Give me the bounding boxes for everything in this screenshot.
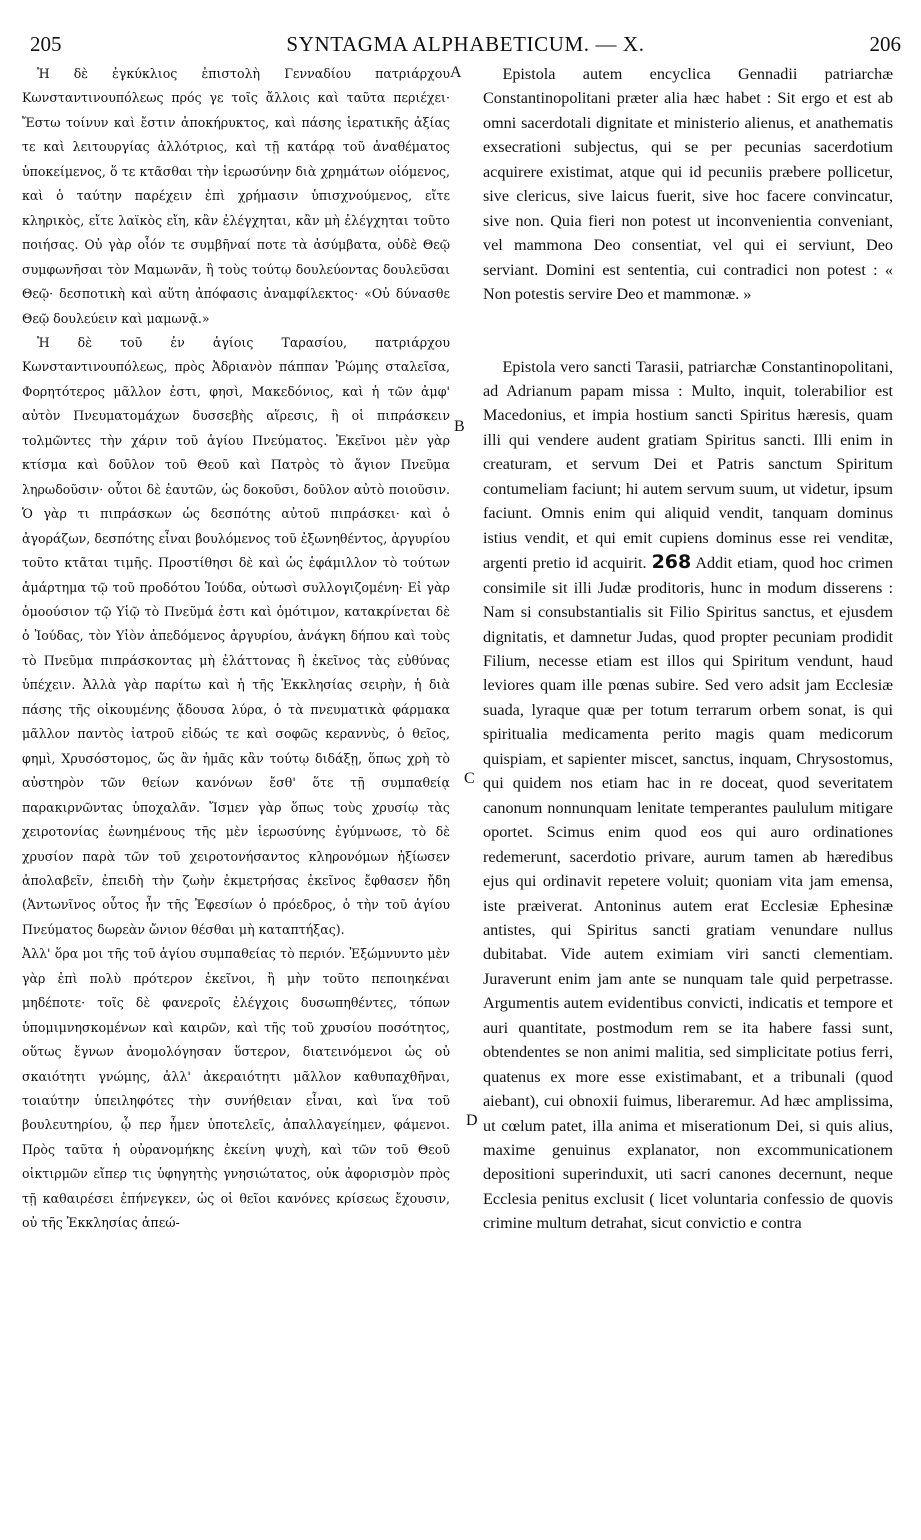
latin-paragraph-tarasius [483, 355, 893, 1236]
margin-letter-b: B [454, 418, 465, 435]
page-header [30, 32, 901, 56]
page-number-left: 205 [30, 32, 62, 56]
margin-letter-d: D [466, 1112, 478, 1129]
running-head: SYNTAGMA ALPHABETICUM. — X. [286, 32, 645, 56]
latin-text-after-column-number: Addit etiam, quod hoc crimen consimile sit illi Judæ proditoris, hunc in modum disserens : Nam si consubstantialis sit Filio Spiritus sanctus, et ejusdem dignitatis, et damnetur Judas, quod propter pecuniam prodidit Filium, necesse etiam est illos qui Spiritum vendunt, haud leviores quam ille pœnas subire. Sed vero adsit jam Ecclesiæ suada, lyraque quæ per totum terrarum orbem sonat, is qui spiritualia medicamenta perito magis quam medicorum quispiam, et sapienter miscet, sanctus, inquam, Chrysostomus, qui quidem nos etiam hac in re doceat, quod severitatem canonum nonnunquam lenitate temperantes paululum mitigare oportet. Scimus enim quod eos qui auro ordinationes redemerunt, sacerdotio privare, aurum tamen ab hæredibus ejus qui ordinavit repetere voluit; quoniam vita jam emensa, iste præiverat. Antoninus autem erat Ecclesiæ Ephesinæ antistes, qui Spiritus sancti gratiam venundare nullus dubitabat. Vide autem eximiam viri sancti clementiam. Juraverunt enim jam ante se nunquam tale quid perpetrasse. Argumentis autem evidentibus convicti, indicatis et tempore et auri quantitate, postmodum rem se ita habere fassi sunt, obtendentes se non animi malitia, sed simplicitate potius ferri, quatenus ex more esse existimabant, et a tribunali (quod aiebant), cui obnoxii fuimus, liberaremur. Ad hæc amplissima, ut cœlum patet, illa anima et miserationum Dei, si quis alius, maxime genuinus explanator, non excommunicationem depositioni superinduxit, uti sacri canones decernunt, neque Ecclesia penitus exclusit ( licet voluntaria confessio de quovis crimine multum detrahat, sicut convictio e contra [483, 554, 893, 1233]
column-number: 268 [651, 551, 692, 574]
greek-paragraph-tarasius: Ἡ δὲ τοῦ ἐν ἁγίοις Ταρασίου, πατριάρχου Κωνσταντινουπόλεως, πρὸς Ἀδριανὸν πάππαν Ῥώμης σταλεῖσα, Φορητότερος μᾶλλον ἐστι, φησὶ, Μακεδόνιος, καὶ ἡ τῶν ἀμφ' αὐτὸν Πνευματομάχων δυσσεβὴς αἵρεσις, ἢ οἱ πιπράσκειν τολμῶντες τὴν χάριν τοῦ ἁγίου Πνεύματος. Ἐκεῖνοι μὲν γὰρ κτίσμα καὶ δοῦλον τοῦ Θεοῦ καὶ Πατρὸς τὸ ἅγιον Πνεῦμα ληρωδοῦσιν· οὗτοι δὲ ἑαυτῶν, ὡς δοκοῦσι, δοῦλον αὐτὸ ποιοῦσιν. Ὁ γὰρ τι πιπράσκων ὡς δεσπότης αὐτοῦ πιπράσκει· καὶ ὁ ἀγοράζων, δεσπότης εἶναι βουλόμενος τοῦ ἐξωνηθέντος, ἀργυρίου τοῦτο κτᾶται τιμῆς. Προστίθησι δὲ καὶ ὡς ἑφάμιλλον τὸ τούτων ἁμάρτημα τῷ τοῦ προδότου Ἰούδα, οὑτωσὶ συλλογιζομένη· Εἰ γὰρ ὁμοούσιον τῷ Υἱῷ τὸ Πνεῦμά ἐστι καὶ ὁμότιμον, κατακρίνεται δὲ ὁ Ἰούδας, τὸν Υἱὸν ἀπεδόμενος ἀργυρίου, ἀνάγκη δήπου καὶ τοὺς τὸ Πνεῦμα πιπράσκοντας μὴ ἐλάττονας ἢ ἐκεῖνος τὰς εὐθύνας ὑπέχειν. Ἀλλὰ γὰρ παρίτω καὶ ἡ τῆς Ἐκκλησίας σειρὴν, ἡ διὰ πάσης τῆς οἰκουμένης ᾄδουσα λύρα, ὁ τὰ πνευματικὰ φάρμακα μᾶλλον παντὸς ἰατροῦ εἰδώς τε καὶ σοφῶς κεραννὺς, ὁ θεῖος, φημὶ, Χρυσόστομος, ὥς ἂν ἡμᾶς κἂν τούτῳ διδάξῃ, ὅπως χρὴ τὸ αὐστηρὸν τῶν θείων κανόνων ἔσθ' ὅτε τῇ συμπαθείᾳ παρακιρνῶντας ὑποχαλᾶν. Ἴσμεν γὰρ ὅπως τοὺς χρυσίῳ τὰς χειροτονίας ἐωνημένους τῆς μὲν ἱερωσύνης ἐγύμνωσε, τὸ δὲ χρυσίον παρὰ τῶν τοῦ χειροτονήσαντος κληρονόμων ἠξίωσεν ἀπολαβεῖν, ἐπειδὴ τὴν ζωὴν ἐκμετρήσας ἐκεῖνος ἔφθασεν ἤδη (Ἀντωνῖνος οὗτος ἦν τῆς Ἐφεσίων ὁ πρόεδρος, ὁ τὴν τοῦ ἁγίου Πνεύματος δωρεὰν ὤνιον θέσθαι μὴ καταπτήξας). [22, 334, 450, 937]
greek-paragraph-gennadius: Ἡ δὲ ἐγκύκλιος ἐπιστολὴ Γενναδίου πατριάρχου Κωνσταντινουπόλεως πρός γε τοῖς ἄλλοις καὶ ταῦτα περιέχει· Ἔστω τοίνυν καὶ ἔστιν ἀποκήρυκτος, καὶ πάσης ἱερατικῆς ἀξίας τε καὶ λειτουργίας ἀλλότριος, καὶ τῇ κατάρᾳ τοῦ ἀναθέματος ὑποκείμενος, ὅ τε κτᾶσθαι τὴν ἱερωσύνην διὰ χρημάτων οἰόμενος, καὶ ὁ ταύτην παρέχειν ἐπὶ χρήμασιν ὑπισχνούμενος, εἴτε κληρικὸς, εἴτε λαϊκὸς εἴη, κἂν ἐλέγχηται, κἂν μὴ ἐλέγχηται τοῦτο ποιήσας. Οὐ γὰρ οἷόν τε συμβῆναί ποτε τὰ ἀσύμβατα, οὐδὲ Θεῷ συμφωνῆσαι τὸν Μαμωνᾶν, ἢ τοὺς τούτῳ δουλεύοντας δουλεῦσαι Θεῷ· δεσποτικὴ καὶ αὕτη ἀπόφασις ἀναμφίλεκτος· «Οὐ δύνασθε Θεῷ δουλεύειν καὶ μαμωνᾷ.» [22, 66, 450, 326]
greek-column [22, 62, 450, 1462]
margin-letter-c: C [464, 770, 475, 787]
greek-paragraph-continuation: Ἀλλ' ὅρα μοι τῆς τοῦ ἁγίου συμπαθείας τὸ περιόν. Ἐξώμνυντο μὲν γὰρ ἐπὶ πολὺ πρότερον ἐκεῖνοι, ἢ μὴν τοῦτο πεποιηκέναι μηδέποτε· τοῖς δὲ φανεροῖς ἐλέγχοις δυσωπηθέντες, τόπων ὑπομιμνησκομένων καὶ καιρῶν, καὶ τῆς τοῦ χρυσίου ποσότητος, οὕτως ἔγνων ἀνομολόγησαν ὕστερον, διατεινόμενοι ὡς οὐ σκαιότητι γνώμης, ἀλλ' ἀκεραιότητι μᾶλλον καθυπαχθῆναι, τοιαύτην ὑπειληφότες τὴν συνήθειαν εἶναι, καὶ ἵνα τοῦ βουλευτηρίου, ᾧ περ ἦμεν ὑποτελεῖς, ἀπαλλαγείημεν, φάμενοι. Πρὸς ταῦτα ἡ οὐρανομήκης ἐκείνη ψυχὴ, καὶ τῶν τοῦ Θεοῦ οἰκτιρμῶν εἴπερ τις ὑφηγητὴς γνησιώτατος, οὐκ ἀφορισμὸν πρὸς τῇ καθαιρέσει ἐπήνεγκεν, ὡς οἱ θεῖοι κανόνες κρίσεως ἔχουσιν, οὐ τῆς Ἐκκλησίας ἀπεώ- [22, 946, 450, 1231]
latin-paragraph-gennadius: Epistola autem encyclica Gennadii patriarchæ Constantinopolitani præter alia hæc habet : Sit ergo et est ab omni sacerdotali dignitate et ministerio alienus, et anathematis exsecrationi subjectus, qui se per pecunias sacerdotium acquirere existimat, atque qui id pecuniis præbere pollicetur, sive clericus, sive laicus fuerit, sive hoc facere convincatur, sive non. Quia fieri non potest ut inconvenientia conveniant, vel mammona Deo consentiat, vel qui ei serviunt, Deo serviant. Domini est sententia, cui contradici non potest : « Non potestis servire Deo et mammonæ. » [483, 65, 893, 304]
latin-column [483, 62, 893, 1462]
margin-letter-a: A [450, 64, 462, 81]
page-number-right: 206 [869, 32, 901, 56]
latin-text-before-column-number: Epistola vero sancti Tarasii, patriarchæ Constantinopolitani, ad Adrianum papam missa : Multo, inquit, tolerabilior est Macedonius, et impia hostium sancti Spiritus hæresis, quam illi qui vendere audent gratiam Spiritus sancti. Illi enim in creaturam, et servum Dei et Patris sanctum Spiritum contumeliam faciunt; hi autem servum suum, ut videtur, ipsum faciunt. Omnis enim qui aliquid vendit, tanquam dominus istius vendit, et qui emit cupiens dominus esse rei venditæ, argenti pretio id acquirit. [483, 357, 893, 573]
